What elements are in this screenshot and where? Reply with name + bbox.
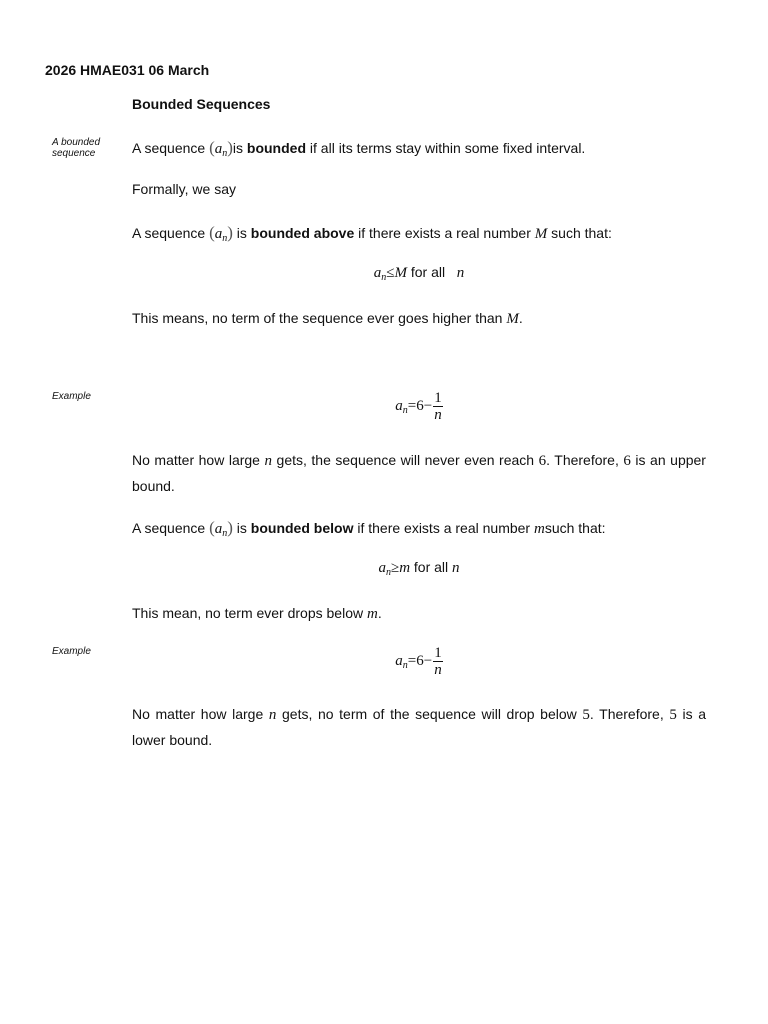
fraction: $\frac{1}{n}$: [434, 645, 442, 678]
formally-text: Formally, we say: [132, 181, 236, 197]
margin-note-example: Example: [52, 391, 91, 402]
lower-bound-explanation: No matter how large n gets, no term of the sequence will drop below 5. Therefore, 5 is a lower bound.: [132, 706, 706, 748]
equation-bounded-above: $a_n\le M$ for all n: [373, 264, 465, 283]
upper-bound-explanation: No matter how large n gets, the sequence will never even reach 6. Therefore, 6 is an upper bound.: [132, 452, 706, 494]
lower-bound-meaning: This mean, no term ever drops below m.: [132, 605, 382, 622]
example-formula: $a_n=6-$ $\frac{1}{n}$: [395, 645, 442, 678]
margin-note-example: Example: [52, 646, 91, 657]
fraction: $\frac{1}{n}$: [434, 390, 442, 423]
section-title: Bounded Sequences: [132, 96, 271, 112]
definition-bounded-above: A sequence $(a_n)$ is bounded above if there exists a real number M such that:: [132, 223, 612, 244]
example-formula: $a_n=6-$ $\frac{1}{n}$: [395, 390, 442, 423]
definition-bounded: A sequence $(a_n)is$ bounded if all its terms stay within some fixed interval.: [132, 138, 586, 159]
margin-note-bounded: A bounded sequence: [52, 137, 101, 159]
course-header: 2026 HMAE031 06 March: [45, 62, 210, 78]
upper-bound-meaning: This means, no term of the sequence ever goes higher than M.: [132, 310, 523, 327]
definition-bounded-below: A sequence $(a_n)$ is bounded below if there exists a real number msuch that:: [132, 518, 606, 539]
equation-bounded-below: $a_n\ge m$ for all n: [378, 559, 460, 578]
